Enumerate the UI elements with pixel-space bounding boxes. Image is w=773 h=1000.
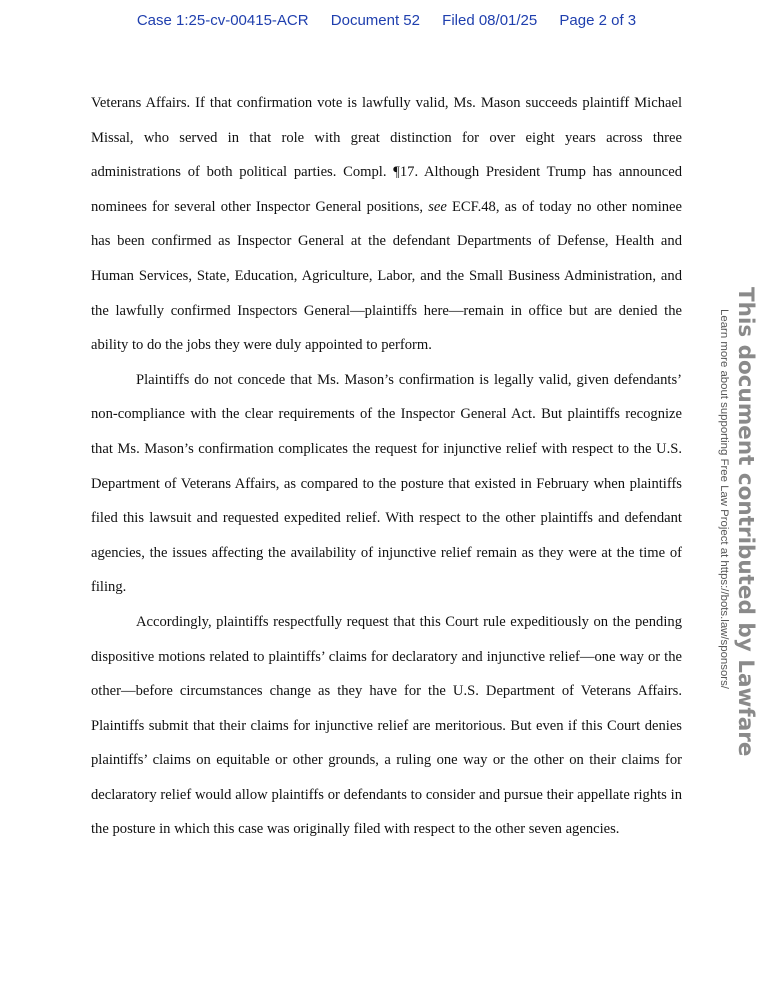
text-run: ECF.48, as of today no other nominee has been confirmed as Inspector General at the defendant Departments of Defense, Health and Human Services, State, Education, Agriculture, Labor, and the Small Business Administration, and the lawfully confirmed Inspectors General—plaintiffs here—remain in office but are denied the ability to do the jobs they were duly appointed to perform.: [91, 198, 682, 354]
paragraph-2: [91, 363, 682, 605]
text-run: see: [428, 198, 447, 215]
page-indicator: Page 2 of 3: [559, 12, 637, 29]
case-number: Case 1:25-cv-00415-ACR: [136, 12, 309, 29]
banner-title: This document contributed by Lawfare: [733, 287, 758, 757]
document-number: Document 52: [330, 12, 420, 29]
banner-subtitle: Learn more about supporting Free Law Project at https://bots.law/sponsors/: [718, 309, 730, 689]
text-run: Plaintiffs do not concede that Ms. Mason’s confirmation is legally valid, given defendants’ non-compliance with the clear requirements of the Inspector General Act. But plaintiffs recognize that Ms. Mason’s confirmation complicates the request for injunctive relief with respect to the U.S. Department of Veterans Affairs, as compared to the posture that existed in February when plaintiffs filed this lawsuit and requested expedited relief. With respect to the other plaintiffs and defendant agencies, the issues affecting the availability of injunctive relief remain as they were at the time of filing.: [91, 371, 682, 596]
paragraph-3: [91, 605, 682, 847]
paragraph-1: [91, 86, 682, 363]
text-run: Accordingly, plaintiffs respectfully request that this Court rule expeditiously on the pending dispositive motions related to plaintiffs’ claims for declaratory and injunctive relief—one way or the other—before circumstances change as they have for the U.S. Department of Veterans Affairs. Plaintiffs submit that their claims for injunctive relief are meritorious. But even if this Court denies plaintiffs’ claims on equitable or other grounds, a ruling one way or the other on their claims for declaratory relief would allow plaintiffs or defendants to consider and pursue their appellate rights in the posture in which this case was originally filed with respect to the other seven agencies.: [91, 613, 682, 838]
contributor-banner: [710, 287, 758, 757]
filed-date: Filed 08/01/25: [442, 12, 538, 29]
document-body: [91, 86, 682, 847]
text-run: Veterans Affairs. If that confirmation vote is lawfully valid, Ms. Mason succeeds plaintiff Michael Missal, who served in that role with great distinction for over eight years across three administrations of both political parties. Compl. ¶17. Although President Trump has announced nominees for several other Inspector General positions,: [91, 95, 682, 215]
filing-header: [0, 12, 773, 29]
